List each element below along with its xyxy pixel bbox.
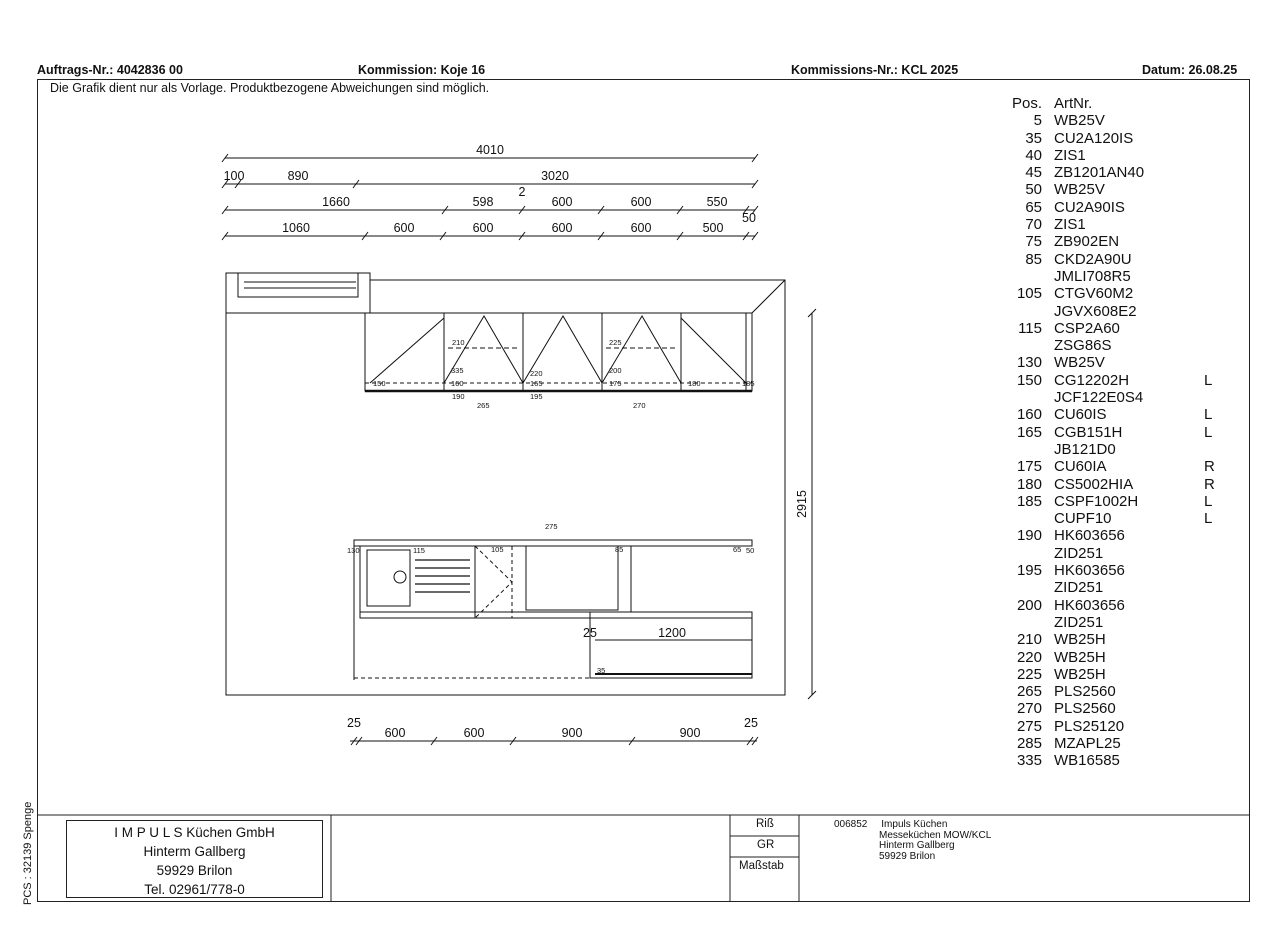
pos-marker: 195: [530, 392, 543, 401]
date: Datum: 26.08.25: [1142, 63, 1238, 77]
pos-marker: 335: [451, 366, 464, 375]
dim-label: 3020: [541, 169, 569, 183]
dim-label: 1200: [658, 626, 686, 640]
company-city: 59929 Brilon: [156, 863, 233, 878]
article-number: CU2A120IS: [1054, 129, 1134, 147]
article-number: CKD2A90U: [1054, 250, 1132, 268]
article-pos: 335: [1016, 752, 1042, 770]
dim-label: 900: [561, 726, 583, 740]
company-phone: Tel. 02961/778-0: [144, 882, 245, 897]
pos-marker: 175: [609, 379, 622, 388]
dim-label: 550: [706, 195, 728, 209]
dim-label: 1660: [322, 195, 350, 209]
dim-label: 600: [551, 195, 573, 209]
dealer-line2: Messeküchen MOW/KCL: [879, 829, 992, 841]
article-number: WB25V: [1054, 112, 1105, 130]
dim-label: 600: [472, 221, 494, 235]
dim-label: 2: [518, 185, 526, 199]
article-number: ZID251: [1054, 579, 1104, 597]
article-pos: 165: [1016, 423, 1042, 441]
dim-label: 600: [393, 221, 415, 235]
dim-label: 25: [744, 716, 758, 730]
article-pos: 45: [1025, 164, 1042, 182]
article-number: CU60IS: [1054, 406, 1107, 424]
dim-label: 600: [551, 221, 573, 235]
article-pos: 50: [1025, 181, 1042, 199]
article-pos: 115: [1018, 319, 1042, 337]
pos-marker: 105: [491, 545, 504, 554]
pos-marker: 185: [742, 379, 755, 388]
dim-label: 598: [472, 195, 494, 209]
pos-marker: 220: [530, 369, 543, 378]
pos-marker: 180: [688, 379, 701, 388]
article-pos: 200: [1016, 596, 1042, 614]
article-number: CGB151H: [1054, 423, 1123, 441]
dim-label: 600: [630, 195, 652, 209]
dim-label: 25: [347, 716, 361, 730]
article-number: ZB902EN: [1054, 233, 1120, 251]
pos-marker: 190: [452, 392, 465, 401]
pos-marker: 50: [746, 546, 755, 555]
article-side: L: [1204, 510, 1213, 528]
article-number: PLS2560: [1054, 683, 1116, 701]
article-pos: 285: [1016, 734, 1042, 752]
pos-marker: 200: [609, 366, 622, 375]
pos-marker: 115: [413, 546, 425, 555]
dim-label: 600: [630, 221, 652, 235]
pos-marker: 65: [733, 545, 742, 554]
article-pos: 35: [1025, 129, 1042, 147]
article-pos: 175: [1016, 458, 1042, 476]
article-pos: 225: [1016, 665, 1042, 683]
article-pos: 185: [1016, 492, 1042, 510]
article-pos: 190: [1016, 527, 1042, 545]
article-number: ZSG86S: [1054, 337, 1112, 355]
article-pos: 65: [1025, 198, 1042, 216]
pos-marker: 35: [597, 666, 606, 675]
article-number: JB121D0: [1054, 440, 1116, 458]
article-number: WB25V: [1054, 181, 1105, 199]
article-pos: 210: [1016, 631, 1042, 649]
article-number: PLS25120: [1054, 717, 1125, 735]
article-pos: 85: [1025, 250, 1042, 268]
article-number: JGVX608E2: [1054, 302, 1137, 320]
dealer-city: 59929 Brilon: [879, 850, 936, 862]
article-number: PLS2560: [1054, 700, 1116, 718]
scale-label: Maßstab: [739, 860, 784, 872]
article-pos: 270: [1016, 700, 1042, 718]
dim-label: 1060: [282, 221, 310, 235]
artnr-header: ArtNr.: [1054, 95, 1093, 112]
pos-marker: 210: [452, 338, 465, 347]
article-number: WB25H: [1054, 648, 1106, 666]
disclaimer-note: Die Grafik dient nur als Vorlage. Produktbezogene Abweichungen sind möglich.: [50, 81, 490, 95]
pos-marker: 130: [347, 546, 360, 555]
article-pos: 105: [1016, 285, 1042, 303]
article-number: CG12202H: [1054, 371, 1130, 389]
article-pos: 275: [1016, 717, 1042, 735]
pos-marker: 165: [530, 379, 543, 388]
article-number: CU2A90IS: [1054, 198, 1125, 216]
dim-label: 600: [463, 726, 485, 740]
pos-marker: 150: [373, 379, 386, 388]
article-pos: 5: [1033, 112, 1042, 130]
view-label: Riß: [756, 818, 774, 830]
pos-marker: 160: [451, 379, 464, 388]
dealer-name: Impuls Küchen: [881, 819, 948, 830]
commission-number: Kommissions-Nr.: KCL 2025: [791, 63, 959, 77]
dim-label: 25: [583, 626, 597, 640]
article-pos: 40: [1025, 146, 1042, 164]
pos-header: Pos.: [1011, 95, 1042, 112]
dim-overall: 4010: [476, 143, 504, 157]
article-number: HK603656: [1054, 596, 1125, 614]
article-pos: 265: [1016, 683, 1042, 701]
pos-marker: 85: [615, 545, 624, 554]
dim-label: 900: [679, 726, 701, 740]
article-number: ZB1201AN40: [1054, 164, 1145, 182]
dim-label: 50: [742, 211, 756, 225]
article-pos: 75: [1025, 233, 1042, 251]
dealer-street: Hinterm Gallberg: [879, 840, 955, 851]
article-side: L: [1204, 423, 1213, 441]
order-number: Auftrags-Nr.: 4042836 00: [37, 63, 183, 77]
pos-marker: 265: [477, 401, 490, 410]
dim-label: 600: [384, 726, 406, 740]
article-number: CSP2A60: [1054, 319, 1120, 337]
article-number: ZID251: [1054, 544, 1104, 562]
dim-label: 100: [223, 169, 245, 183]
company-box: [66, 820, 323, 898]
article-side: L: [1204, 492, 1213, 510]
article-number: CUPF10: [1054, 510, 1112, 528]
article-side: R: [1204, 458, 1215, 476]
pos-marker: 225: [609, 338, 622, 347]
article-pos: 195: [1016, 562, 1042, 580]
article-pos: 160: [1016, 406, 1042, 424]
article-pos: 180: [1016, 475, 1042, 493]
article-pos: 150: [1016, 371, 1042, 389]
dealer-address: [834, 820, 991, 862]
article-number: WB25H: [1054, 631, 1106, 649]
dealer-id: 006852: [834, 819, 868, 830]
article-side: R: [1204, 475, 1215, 493]
article-side: L: [1204, 406, 1213, 424]
article-number: CU60IA: [1054, 458, 1107, 476]
article-number: ZIS1: [1054, 216, 1086, 234]
article-number: HK603656: [1054, 527, 1125, 545]
pos-marker: 275: [545, 522, 558, 531]
article-number: WB16585: [1054, 752, 1120, 770]
side-label: PCS : 32139 Spenge: [22, 801, 34, 905]
article-number: JCF122E0S4: [1054, 389, 1144, 407]
article-number: CS5002HIA: [1054, 475, 1134, 493]
article-number: MZAPL25: [1054, 734, 1121, 752]
article-pos: 130: [1016, 354, 1042, 372]
article-number: JMLI708R5: [1054, 267, 1131, 285]
dim-label: 890: [287, 169, 309, 183]
view-value: GR: [757, 839, 775, 851]
article-pos: 70: [1025, 216, 1042, 234]
commission: Kommission: Koje 16: [358, 63, 486, 77]
dim-label: 500: [702, 221, 724, 235]
article-number: HK603656: [1054, 562, 1125, 580]
article-number: WB25H: [1054, 665, 1106, 683]
article-pos: 220: [1016, 648, 1042, 666]
dim-height: 2915: [795, 490, 809, 518]
article-number: WB25V: [1054, 354, 1105, 372]
article-side: L: [1204, 371, 1213, 389]
article-number: ZIS1: [1054, 146, 1086, 164]
article-number: CSPF1002H: [1054, 492, 1139, 510]
pos-marker: 270: [633, 401, 646, 410]
company-name: I M P U L S Küchen GmbH: [114, 825, 275, 840]
article-number: ZID251: [1054, 613, 1104, 631]
company-street: Hinterm Gallberg: [143, 844, 246, 859]
article-number: CTGV60M2: [1054, 285, 1134, 303]
